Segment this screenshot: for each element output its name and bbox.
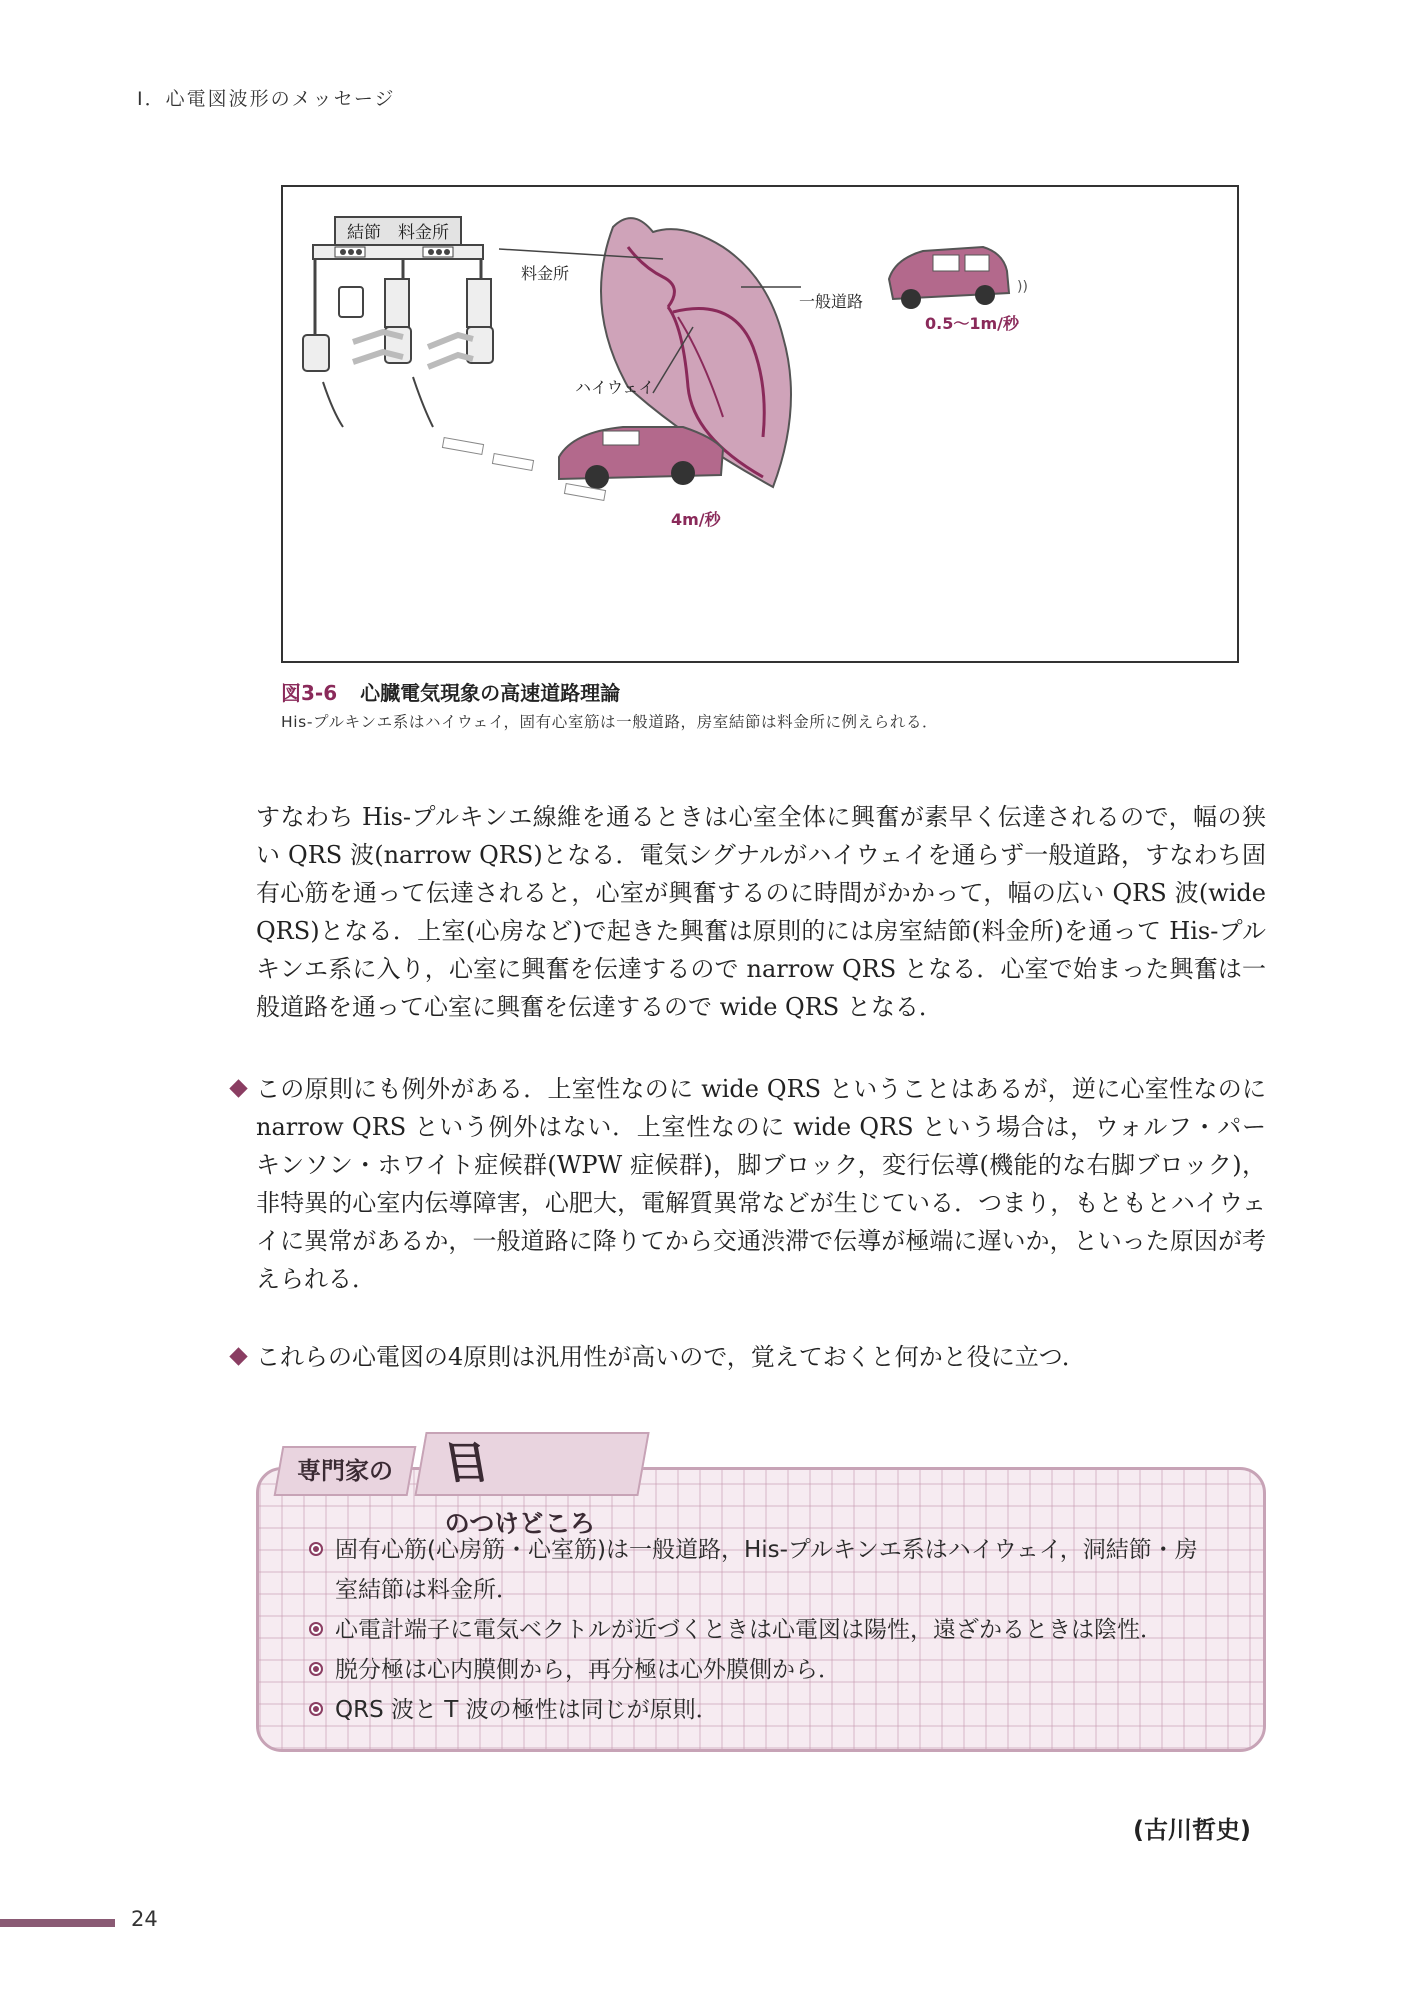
figure-description: His-プルキンエ系はハイウェイ，固有心室筋は一般道路，房室結節は料金所に例えられる． xyxy=(281,713,939,731)
author-name: (古川哲史) xyxy=(1133,1816,1251,1844)
highway-theory-illustration xyxy=(283,187,1237,661)
page-number: 24 xyxy=(131,1907,158,1931)
circle-bullet-icon xyxy=(309,1662,323,1676)
fast-car-illustration xyxy=(442,427,723,500)
circle-bullet-icon xyxy=(309,1702,323,1716)
diamond-bullet-icon xyxy=(229,1347,247,1365)
circle-bullet-icon xyxy=(309,1542,323,1556)
fast-speed-label: 4m/秒 xyxy=(671,510,721,529)
bullet-text-1: この原則にも例外がある．上室性なのに wide QRS ということはあるが，逆に心室性なのに narrow QRS という例外はない．上室性なのに wide QRS という場合は，ウォルフ・パーキンソン・ホワイト症候群(WPW 症候群)，脚ブロック，変行伝導(機能的な右脚ブロック)，非特異的心室内伝導障害，心肥大，電解質異常などが生じている．つまり，もともとハイウェイに異常があるか，一般道路に降りてから交通渋滞で伝導が極端に遅いか，といった原因が考えられる． xyxy=(256,1075,1266,1293)
footer-bar xyxy=(0,1919,115,1927)
tollbooth-label: 料金所 xyxy=(521,264,570,283)
svg-text:)): )) xyxy=(1017,279,1028,295)
expert-point: 固有心筋(心房筋・心室筋)は一般道路，His-プルキンエ系はハイウェイ，洞結節・房室結節は料金所． xyxy=(309,1530,1209,1610)
circle-bullet-icon xyxy=(309,1622,323,1636)
expert-point: 脱分極は心内膜側から，再分極は心外膜側から． xyxy=(309,1650,1209,1690)
expert-tag-1: 専門家の xyxy=(274,1446,417,1496)
bullet-paragraph-2 xyxy=(232,1338,1266,1376)
expert-point: QRS 波と T 波の極性は同じが原則． xyxy=(309,1690,1209,1730)
bullet-text-2: これらの心電図の4原則は汎用性が高いので，覚えておくと何かと役に立つ． xyxy=(256,1343,1086,1371)
figure-caption xyxy=(281,677,1241,732)
expert-tag-2: 目 のつけどころ xyxy=(414,1432,649,1496)
slow-car-illustration xyxy=(889,247,1028,309)
figure-3-6 xyxy=(281,185,1239,663)
running-head: Ⅰ．心電図波形のメッセージ xyxy=(137,88,396,110)
slow-speed-label: 0.5～1m/秒 xyxy=(925,314,1019,333)
bullet-paragraph-1 xyxy=(232,1070,1266,1298)
tollgate-illustration xyxy=(303,217,493,427)
expert-points-list xyxy=(309,1530,1209,1730)
diamond-bullet-icon xyxy=(229,1079,247,1097)
figure-title: 心臓電気現象の高速道路理論 xyxy=(360,681,621,705)
body-paragraph-1: すなわち His-プルキンエ線維を通るときは心室全体に興奮が素早く伝達されるので，幅の狭い QRS 波(narrow QRS)となる．電気シグナルがハイウェイを通らず一般道路，すなわち固有心筋を通って伝達されると，心室が興奮するのに時間がかかって，幅の広い QRS 波(wide QRS)となる．上室(心房など)で起きた興奮は原則的には房室結節(料金所)を通って His-プルキンエ系に入り，心室に興奮を伝達するので narrow QRS となる．心室で始まった興奮は一般道路を通って心室に興奮を伝達するので wide QRS となる． xyxy=(256,803,1266,1021)
ordinary-road-label: 一般道路 xyxy=(799,292,864,311)
expert-point: 心電計端子に電気ベクトルが近づくときは心電図は陽性，遠ざかるときは陰性． xyxy=(309,1610,1209,1650)
figure-number: 図3-6 xyxy=(281,681,338,705)
highway-label: ハイウェイ xyxy=(575,378,655,397)
toll-sign-label: 結節 料金所 xyxy=(347,223,449,243)
